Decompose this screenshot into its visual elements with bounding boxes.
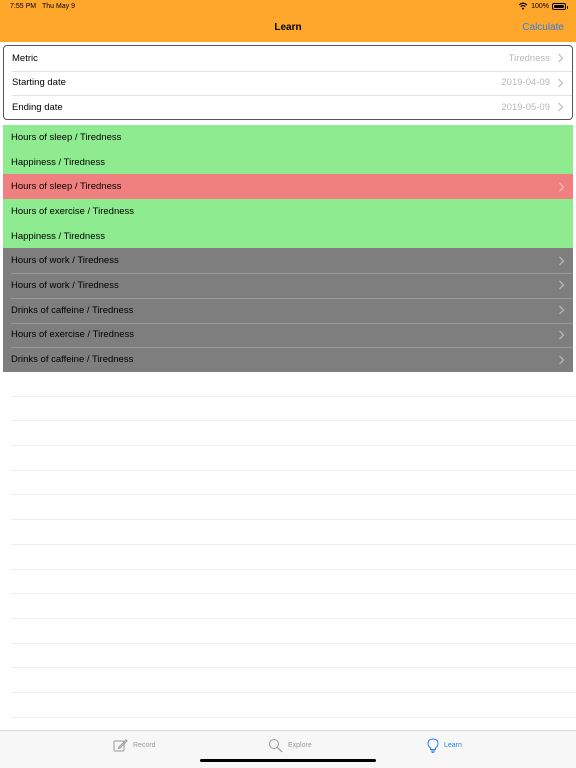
starting-date-value: 2019-04-09: [501, 77, 550, 89]
result-row[interactable]: [3, 323, 573, 348]
result-label: Happiness / Tiredness: [11, 156, 105, 168]
ending-date-value: 2019-05-09: [501, 101, 550, 113]
ending-date-row[interactable]: [4, 95, 572, 120]
magnifier-icon: [268, 738, 283, 753]
result-label: Hours of sleep / Tiredness: [11, 131, 122, 143]
ending-date-label: Ending date: [12, 101, 63, 113]
separator: [11, 397, 576, 422]
starting-date-row[interactable]: [4, 71, 572, 96]
tab-bar: [0, 730, 576, 768]
separator: [11, 668, 576, 693]
separator: [11, 446, 576, 471]
chevron-right-icon: [558, 280, 565, 290]
result-row[interactable]: [3, 347, 573, 372]
result-row[interactable]: [3, 174, 573, 199]
result-label: Drinks of caffeine / Tiredness: [11, 304, 134, 316]
chevron-right-icon: [558, 355, 565, 365]
separator: [11, 644, 576, 669]
navigation-bar: [0, 0, 576, 42]
result-label: Hours of exercise / Tiredness: [11, 329, 135, 341]
separator: [11, 693, 576, 718]
tab-record-label: Record: [133, 742, 156, 749]
results-list: [3, 125, 573, 372]
calculate-button[interactable]: Calculate: [522, 22, 564, 33]
result-row[interactable]: [3, 150, 573, 175]
separator: [11, 495, 576, 520]
result-label: Drinks of caffeine / Tiredness: [11, 354, 134, 366]
metric-value: Tiredness: [508, 52, 550, 64]
pencil-icon: [113, 738, 128, 753]
lightbulb-icon: [427, 738, 439, 753]
result-row[interactable]: [3, 248, 573, 273]
result-label: Hours of work / Tiredness: [11, 255, 119, 267]
chevron-right-icon: [558, 182, 565, 192]
page-title: Learn: [274, 22, 302, 33]
empty-table-rows: [11, 372, 576, 718]
result-row[interactable]: [3, 298, 573, 323]
chevron-right-icon: [558, 330, 565, 340]
metric-label: Metric: [12, 52, 38, 64]
result-row[interactable]: [3, 199, 573, 224]
tab-learn[interactable]: [427, 738, 462, 753]
wifi-icon: [518, 2, 528, 10]
chevron-right-icon: [557, 102, 564, 112]
chevron-right-icon: [558, 256, 565, 266]
chevron-right-icon: [558, 305, 565, 315]
chevron-right-icon: [557, 53, 564, 63]
status-time: 7:55 PM: [10, 3, 37, 10]
battery-icon: [552, 3, 566, 10]
separator: [11, 570, 576, 595]
separator: [11, 619, 576, 644]
learn-settings-form: [3, 45, 573, 120]
tab-learn-label: Learn: [444, 742, 462, 749]
separator: [11, 520, 576, 545]
status-date: Thu May 9: [42, 3, 76, 10]
result-row[interactable]: [3, 273, 573, 298]
tab-explore-label: Explore: [288, 742, 312, 749]
result-label: Hours of sleep / Tiredness: [11, 181, 122, 193]
separator: [11, 471, 576, 496]
result-row[interactable]: [3, 224, 573, 249]
result-label: Happiness / Tiredness: [11, 230, 105, 242]
status-indicators: [518, 2, 566, 10]
result-label: Hours of exercise / Tiredness: [11, 205, 135, 217]
metric-row[interactable]: [4, 46, 572, 71]
tab-record[interactable]: [113, 738, 156, 753]
result-label: Hours of work / Tiredness: [11, 279, 119, 291]
battery-percent: 100%: [531, 2, 549, 10]
result-row[interactable]: [3, 125, 573, 150]
starting-date-label: Starting date: [12, 77, 66, 89]
separator: [11, 421, 576, 446]
home-indicator: [200, 759, 376, 762]
separator: [11, 594, 576, 619]
chevron-right-icon: [557, 78, 564, 88]
separator: [11, 372, 576, 397]
separator: [11, 545, 576, 570]
tab-explore[interactable]: [268, 738, 312, 753]
